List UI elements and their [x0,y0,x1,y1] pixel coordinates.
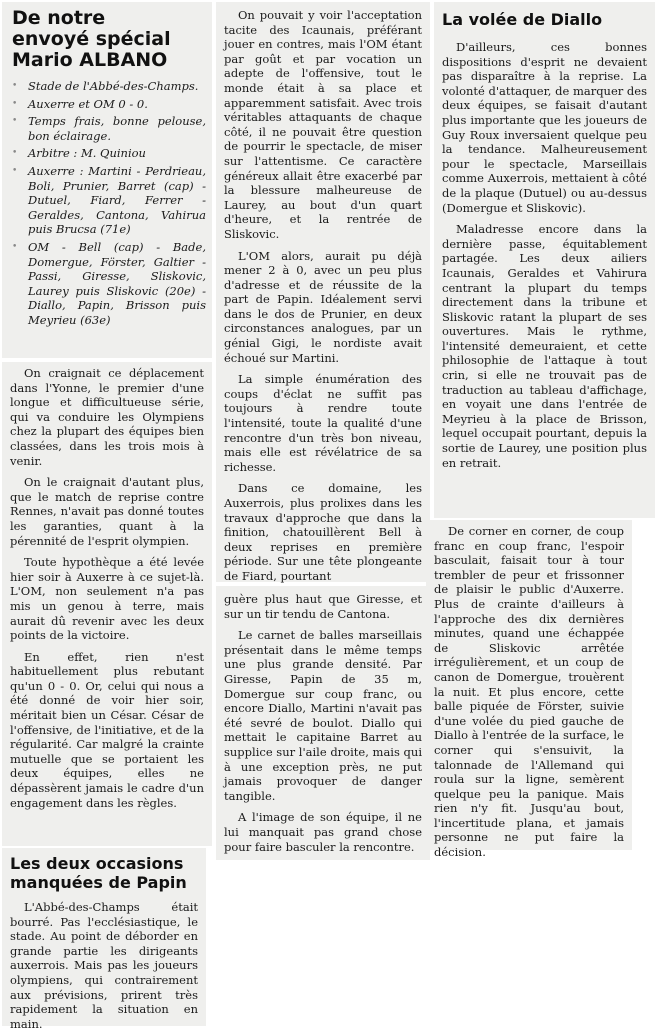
paragraph: Toute hypothèque a été levée hier soir à Auxerre à ce sujet-là. L'OM, non seulement n'a pas mis un genou à terre, mais aurait dû revenir avec les deux points de la victoire. [10,555,204,643]
paragraph: De corner en corner, de coup franc en coup franc, l'espoir basculait, faisait tour à tour trembler de peur et frissonner de plaisir le public d'Auxerre. Plus de crainte d'ailleurs à l'approche des dix dernières minutes, quand une échappée de Sliskovic arrêtée irrégulièrement, et un coup de canon de Domergue, trouèrent la nuit. Et plus encore, cette balle piquée de Förster, suivie d'une volée du pied gauche de Diallo à l'entrée de la surface, le corner qui s'ensuivit, la talonnade de l'Allemand qui roula sur la ligne, semèrent quelque peu la panique. Mais rien n'y fit. Jusqu'au bout, l'incertitude plana, et jamais personne ne put faire la décision. [434,524,624,860]
paragraph: En effet, rien n'est habituellement plus rebutant qu'un 0 - 0. Or, celui qui nous a été donné de voir hier soir, méritait bien un César. César de l'offensive, de l'initiative, et de la régularité. Car malgré la crainte mutuelle que se portaient les deux équipes, elles ne dépassèrent jamais le cadre d'un engagement dans les règles. [10,649,204,810]
match-info-stadium: Stade de l'Abbé-des-Champs. [28,79,199,93]
article-col1-part1 [2,362,212,846]
match-info-score: Auxerre et OM 0 - 0. [28,96,148,111]
section-heading-line1: Les deux occasions [10,854,184,873]
section-heading: La volée de Diallo [442,10,603,29]
byline-line1: De notre [12,7,106,29]
byline-block [2,2,212,358]
section-volee-de-diallo [434,2,655,518]
article-col3-part2 [426,520,632,860]
byline-reporter: Mario ALBANO [12,49,168,71]
article-col2-part1 [216,2,430,582]
match-info: • Stade de l'Abbé-des-Champs. • Auxerre et OM 0 - 0. • Temps frais, bonne pelouse, bon éclairage. • Arbitre : M. Quiniou • Auxerre : Martini - Perdrieau, Boli, Prunier, Barret (cap) - Dutuel, Fiard, Ferrer - Geraldes, Cantona, Vahirua puis Brucsa (71e) • OM - Bell (cap) - Bade, Domergue, Förster, Galtier - Passi, Giresse, Sliskovic, Laurey puis Sliskovic (20e) - Diallo, Papin, Brisson puis Meyrieu (63e) [12,79,206,327]
section-deux-occasions [2,848,206,1031]
byline-line2: envoyé spécial [12,28,171,50]
paragraph: Le carnet de balles marseillais présentait dans le même temps une plus grande densité. Par Giresse, Papin de 35 m, Domergue sur coup franc, ou encore Diallo, Martini n'avait pas été sevré de boulot. Diallo qui mettait le capitaine Barret au supplice sur l'aile droite, mais qui à une exception près, ne put jamais provoquer de danger tangible. [224,628,422,803]
byline-heading [12,8,206,71]
match-info-referee: Arbitre : M. Quiniou [28,146,146,161]
paragraph: On craignait ce déplacement dans l'Yonne, le premier d'une longue et difficultueuse série, qui va conduire les Olympiens chez la plupart des équipes bien classées, dans les trois mois à venir. [10,366,204,468]
article-col2-part2 [216,586,430,860]
paragraph: La simple énumération des coups d'éclat ne suffit pas toujours à rendre toute l'intensité, toute la qualité d'une rencontre d'un très bon niveau, mais elle est révélatrice de sa richesse. [224,372,422,474]
paragraph: D'ailleurs, ces bonnes dispositions d'esprit ne devaient pas disparaître à la reprise. La volonté d'attaquer, de marquer des deux équipes, se faisait d'autant plus importante que les joueurs de Guy Roux inversaient quelque peu la tendance. Malheureusement pour le spectacle, Marseillais comme Auxerrois, mettaient à côté de la plaque (Dutuel) ou au-dessus (Domergue et Sliskovic). [442,40,647,215]
match-info-auxerre-lineup: Auxerre : Martini - Perdrieau, Boli, Prunier, Barret (cap) - Dutuel, Fiard, Ferrer - Geraldes, Cantona, Vahirua puis Brucsa (71e) [28,163,206,237]
paragraph: L'OM alors, aurait pu déjà mener 2 à 0, avec un peu plus d'adresse et de réussite de la part de Papin. Idéalement servi dans le dos de Prunier, en deux circonstances analogues, par un génial Gigi, le nordiste avait échoué sur Martini. [224,248,422,365]
paragraph: On pouvait y voir l'acceptation tacite des Icaunais, préférant jouer en contres, mais l'OM étant par goût et par vocation un adepte de l'offensive, tout le monde était à sa place et apparemment satisfait. Avec trois véritables attaquants de chaque côté, il ne pouvait être question de pourrir le spectacle, de miser sur l'attentisme. Ce caractère généreux allait être exacerbé par la blessure malheureuse de Laurey, au bout d'un quart d'heure, et la rentrée de Sliskovic. [224,8,422,241]
match-info-om-lineup: OM - Bell (cap) - Bade, Domergue, Förster, Galtier - Passi, Giresse, Sliskovic, Laurey puis Sliskovic (20e) - Diallo, Papin, Brisson puis Meyrieu (63e) [28,239,206,327]
paragraph: On le craignait d'autant plus, que le match de reprise contre Rennes, n'avait pas donné toutes les garanties, quant à la pérennité de l'esprit olympien. [10,475,204,548]
section-heading-line2: manquées de Papin [10,873,187,892]
paragraph: A l'image de son équipe, il ne lui manquait pas grand chose pour faire basculer la rencontre. [224,810,422,854]
paragraph: guère plus haut que Giresse, et sur un tir tendu de Cantona. [224,592,422,621]
paragraph: L'Abbé-des-Champs était bourré. Pas l'ecclésiastique, le stade. Au point de déborder en grande partie les dirigeants auxerrois. Mais pas les joueurs olympiens, qui contrairement aux prévisions, prirent très rapidement la situation en main. [10,900,198,1031]
section-heading [10,854,198,892]
paragraph: Maladresse encore dans la dernière passe, équitablement partagée. Les deux ailiers Icaunais, Geraldes et Vahirura centrant la plupart du temps directement dans la tribune et Sliskovic ratant la plupart de ses ouvertures. Mais le rythme, l'intensité demeuraient, et cette philosophie de l'attaque à tout crin, si elle ne trouvait pas de traduction au tableau d'affichage, en voyait une dans l'entrée de Meyrieu à la place de Brisson, lequel occupait pourtant, depuis la sortie de Laurey, une position plus en retrait. [442,222,647,470]
paragraph: Dans ce domaine, les Auxerrois, plus prolixes dans les travaux d'approche que dans la finition, chatouillèrent Bell à deux reprises en première période. Sur une tête plongeante de Fiard, pourtant [224,481,422,583]
match-info-weather: Temps frais, bonne pelouse, bon éclairage. [28,114,206,143]
